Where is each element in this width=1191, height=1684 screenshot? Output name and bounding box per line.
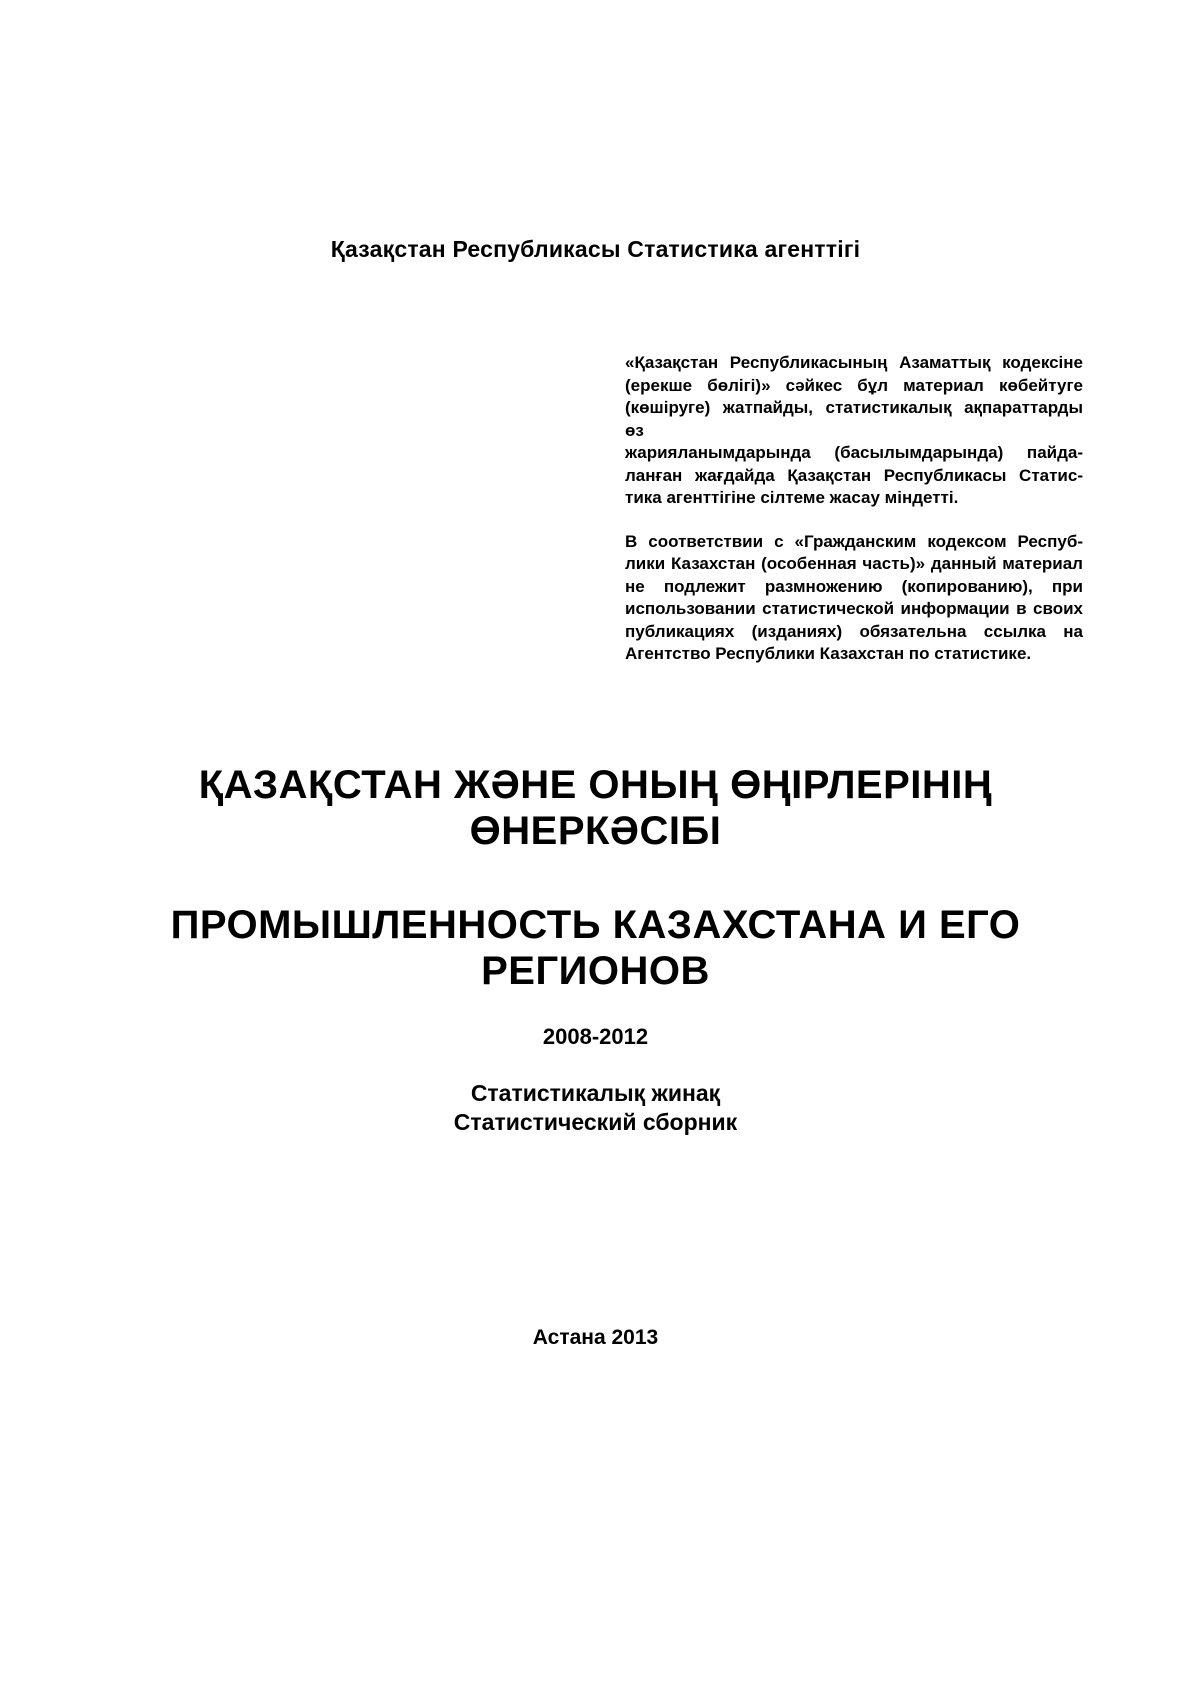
- text-line: (көшіруге) жатпайды, статистикалық ақпараттарды өз: [625, 398, 1083, 440]
- text-line: ланған жағдайда Қазақстан Республикасы Статис-: [625, 465, 1083, 485]
- text-line: В соответствии с «Гражданским кодексом Респуб-: [625, 531, 1083, 551]
- text-line: публикациях (изданиях) обязательна ссылка на: [625, 621, 1083, 641]
- text-line: использовании статистической информации в своих: [625, 599, 1083, 618]
- text-line: лики Казахстан (особенная часть)» данный материал: [625, 554, 1083, 573]
- text-line: ӨНЕРКӘСІБІ: [469, 809, 722, 853]
- imprint-city-year: Астана 2013: [532, 1326, 659, 1349]
- title-russian: [0, 902, 1191, 994]
- text-line: жарияланымдарында (басылымдарында) пайда-: [625, 443, 1083, 462]
- title-kazakh: [0, 762, 1191, 854]
- years-range: 2008-2012: [542, 1024, 649, 1049]
- text-line: ҚАЗАҚСТАН ЖӘНЕ ОНЫҢ ӨҢІРЛЕРІНІҢ: [198, 763, 993, 807]
- publisher-header: Қазақстан Республикасы Статистика агенттігі: [330, 236, 861, 262]
- disclaimer-russian: [625, 531, 1083, 666]
- copyright-disclaimer: [625, 352, 1083, 666]
- subtitle-russian: Статистический сборник: [453, 1109, 738, 1135]
- subtitle-block: [0, 1079, 1191, 1137]
- text-line: «Қазақстан Республикасының Азаматтық кодексіне: [625, 353, 1083, 372]
- text-line: Агентство Республики Казахстан по статистике.: [625, 644, 1032, 663]
- text-line: тика агенттігіне сілтеме жасау міндетті.: [625, 488, 959, 507]
- subtitle-kazakh: Статистикалық жинақ: [470, 1080, 721, 1106]
- text-line: ПРОМЫШЛЕННОСТЬ КАЗАХСТАНА И ЕГО: [170, 903, 1021, 947]
- text-line: (ерекше бөлігі)» сәйкес бұл материал көбейтуге: [625, 375, 1083, 395]
- text-line: не подлежит размножению (копированию), при: [625, 576, 1083, 596]
- text-line: РЕГИОНОВ: [481, 949, 710, 993]
- disclaimer-kazakh: [625, 352, 1083, 510]
